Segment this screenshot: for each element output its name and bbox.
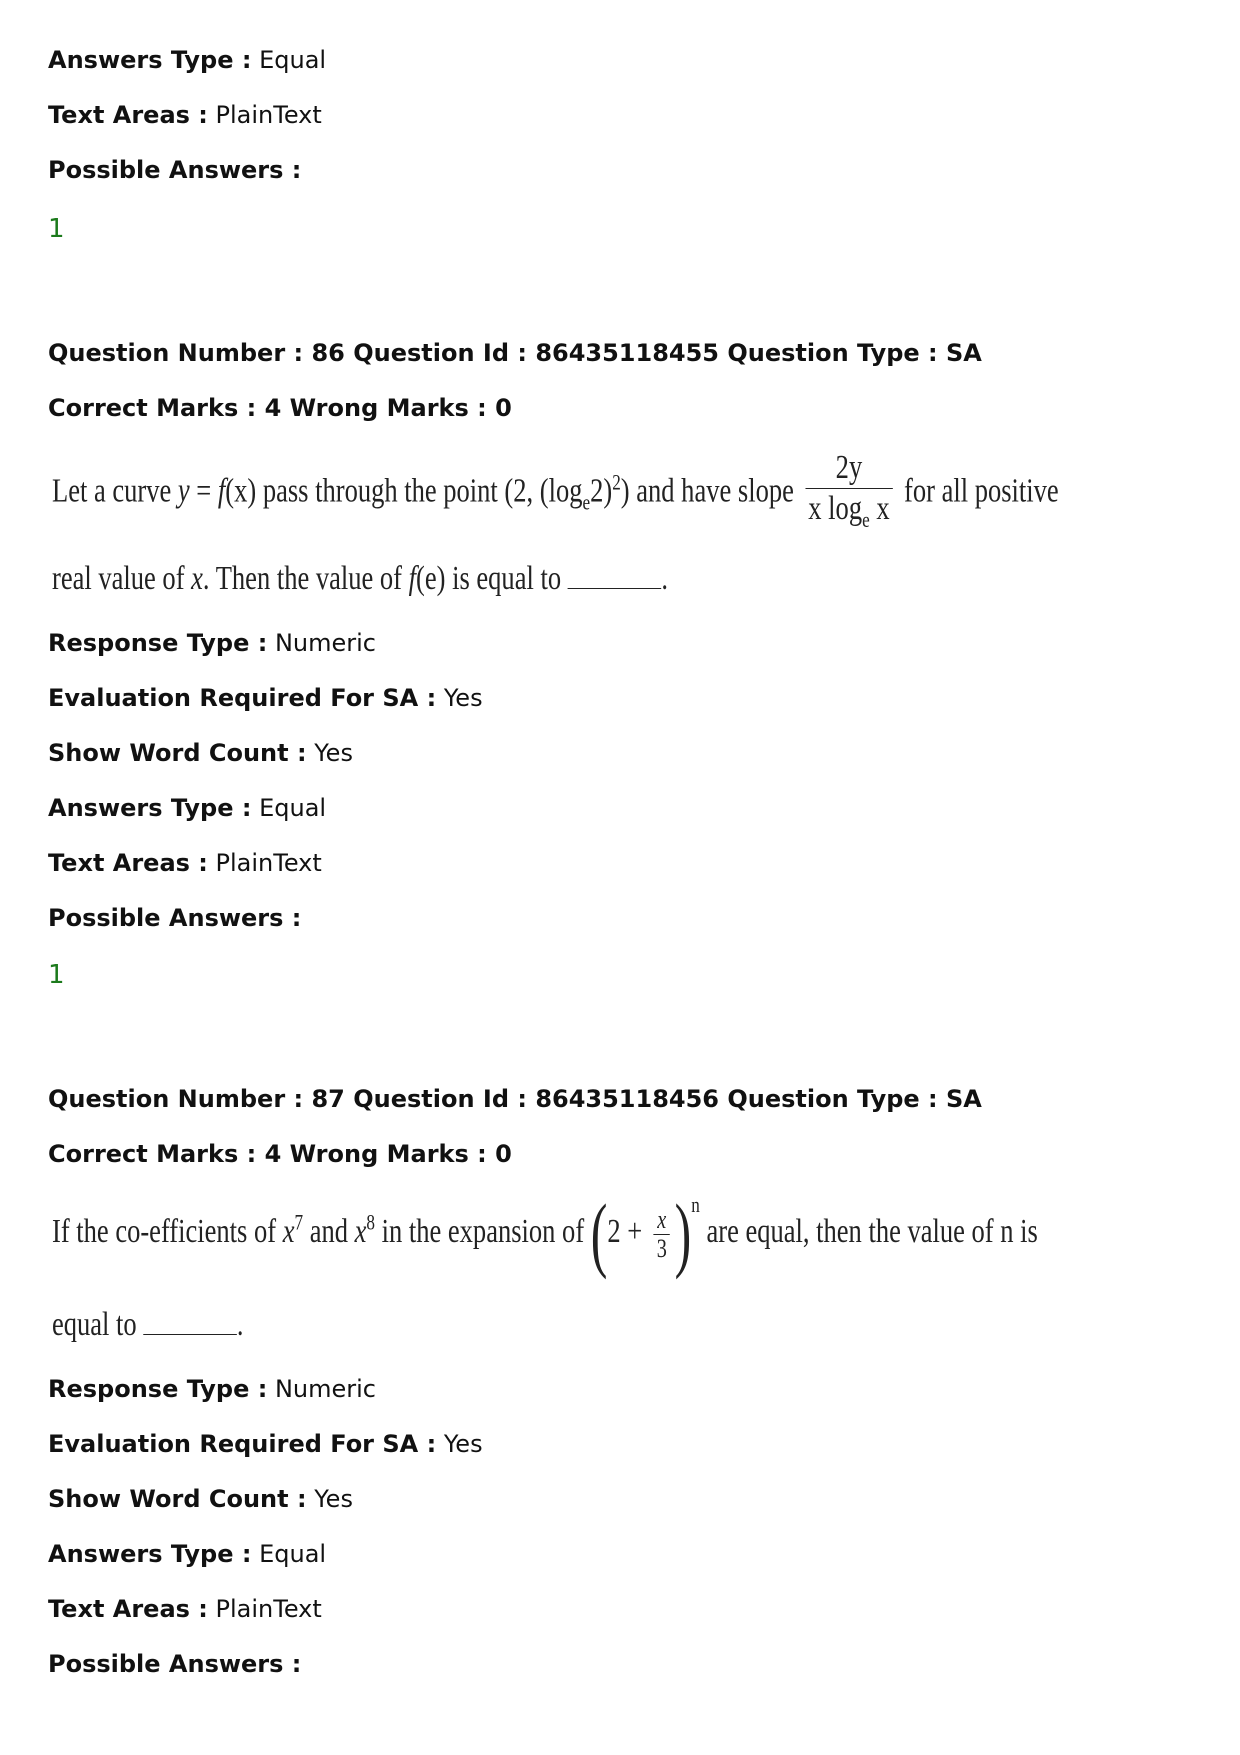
answers-type-label: Answers Type : <box>48 46 252 74</box>
possible-answers-row <box>48 154 301 186</box>
q87-evaluation: Evaluation Required For SA : Yes <box>48 1430 483 1458</box>
q86-possible-answer-value: 1 <box>48 960 65 990</box>
q86-word-count: Show Word Count : Yes <box>48 739 353 767</box>
q86-question-line-2: real value of x. Then the value of f(e) is equal to . <box>52 560 668 597</box>
q87-question-line-1: If the co-efficients of $x^7$ and $x^8$ in the expansion of (2 + $\frac{x}{3}$ )$^n$ are equal, then the value of n is <box>52 1187 1038 1280</box>
answers-type-row <box>48 44 326 76</box>
q87-possible-answers: Possible Answers : <box>48 1650 302 1678</box>
possible-answer-value: 1 <box>48 214 65 244</box>
text-areas-value: PlainText <box>215 101 322 129</box>
text-areas-label: Text Areas : <box>48 101 208 129</box>
q87-text-areas: Text Areas : PlainText <box>48 1595 322 1623</box>
q87-answers-type: Answers Type : Equal <box>48 1540 327 1568</box>
q87-x-over-3-fraction: $\frac{x}{3}$ <box>654 1206 670 1263</box>
q86-text-areas: Text Areas : PlainText <box>48 849 322 877</box>
q86-question-line-1: Let a curve y = f(x) pass through the point (2, $(\log_e2)^2$) and have slope $\frac{2y}{x \log_e x}$ for all positive <box>52 448 1059 540</box>
q87-word-count: Show Word Count : Yes <box>48 1485 353 1513</box>
q86-evaluation: Evaluation Required For SA : Yes <box>48 684 483 712</box>
q87-header: Question Number : 87 Question Id : 86435118456 Question Type : SA <box>48 1085 982 1113</box>
q86-header: Question Number : 86 Question Id : 86435118455 Question Type : SA <box>48 339 982 367</box>
answer-blank <box>143 1310 237 1335</box>
q86-response-type: Response Type : Numeric <box>48 629 376 657</box>
answer-blank <box>568 564 662 589</box>
q87-marks: Correct Marks : 4 Wrong Marks : 0 <box>48 1140 512 1168</box>
q86-slope-fraction: $\frac{2y}{x \log_e x}$ <box>805 448 893 540</box>
q86-marks: Correct Marks : 4 Wrong Marks : 0 <box>48 394 512 422</box>
answers-type-value: Equal <box>259 46 327 74</box>
possible-answers-label: Possible Answers : <box>48 156 302 184</box>
q87-response-type: Response Type : Numeric <box>48 1375 376 1403</box>
q86-answers-type: Answers Type : Equal <box>48 794 327 822</box>
q86-possible-answers: Possible Answers : <box>48 904 302 932</box>
q87-question-line-2: equal to . <box>52 1306 244 1343</box>
text-areas-row <box>48 99 322 131</box>
